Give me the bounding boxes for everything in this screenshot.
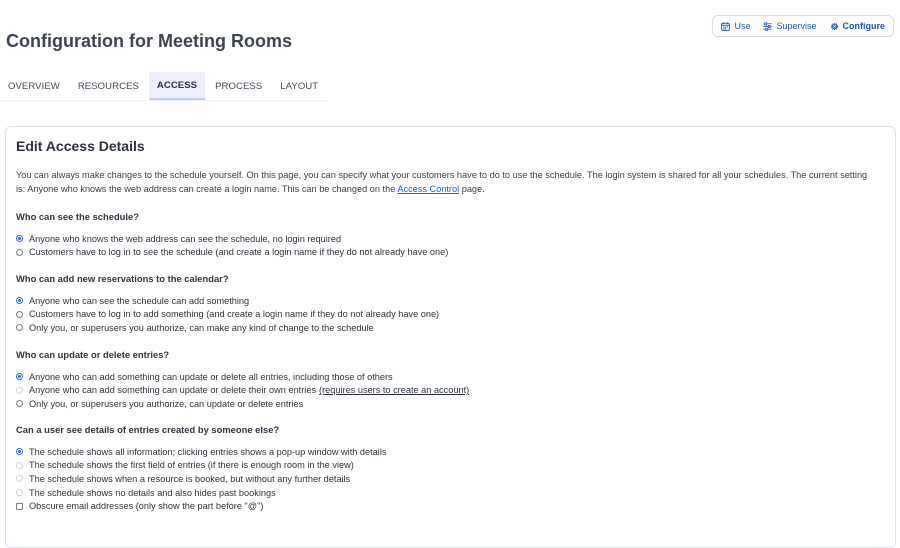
radio-option[interactable] bbox=[16, 370, 886, 384]
radio-label[interactable]: Customers have to log in to see the schedule (and create a login name if they do not already have one) bbox=[29, 247, 449, 258]
radio-button[interactable] bbox=[16, 297, 23, 304]
section-heading: Who can add new reservations to the calendar? bbox=[16, 273, 229, 284]
sliders-icon bbox=[763, 22, 772, 31]
section-heading: Who can update or delete entries? bbox=[16, 349, 170, 360]
radio-option bbox=[16, 472, 886, 486]
section-heading: Can a user see details of entries created by someone else? bbox=[16, 424, 280, 435]
section-add-reservations bbox=[16, 273, 886, 335]
intro-suffix: page. bbox=[459, 183, 485, 194]
tab-layout[interactable]: LAYOUT bbox=[280, 80, 319, 92]
radio-label[interactable]: Customers have to log in to add something (and create a login name if they do not already have one) bbox=[29, 309, 440, 320]
intro-text: You can always make changes to the schedule yourself. On this page, you can specify what your customers have to do to use the schedule. The login system is shared for all your schedules. The current setting is: Anyone who knows the web address can create a login name. This can be changed on the bbox=[16, 170, 868, 194]
access-control-link[interactable]: Access Control bbox=[397, 183, 460, 194]
radio-label: Anyone who can add something can update or delete their own entries bbox=[29, 385, 317, 396]
radio-button bbox=[16, 489, 23, 496]
radio-button[interactable] bbox=[16, 311, 23, 318]
card-title: Edit Access Details bbox=[16, 138, 145, 154]
obscure-email-checkbox[interactable] bbox=[16, 503, 23, 510]
tab-process[interactable]: PROCESS bbox=[215, 80, 263, 92]
config-tabs bbox=[0, 72, 326, 101]
gear-icon bbox=[830, 22, 839, 31]
section-heading: Who can see the schedule? bbox=[16, 211, 139, 222]
radio-button[interactable] bbox=[16, 235, 23, 242]
radio-option bbox=[16, 384, 886, 398]
radio-label[interactable]: Only you, or superusers you authorize, can update or delete entries bbox=[29, 398, 304, 409]
radio-button[interactable] bbox=[16, 324, 23, 331]
radio-option[interactable] bbox=[16, 294, 886, 308]
radio-label[interactable]: Anyone who can add something can update or delete all entries, including those of others bbox=[29, 371, 393, 382]
radio-label[interactable]: Anyone who knows the web address can see the schedule, no login required bbox=[29, 233, 342, 244]
radio-label[interactable]: Anyone who can see the schedule can add something bbox=[29, 295, 250, 306]
supervise-mode-label: Supervise bbox=[776, 21, 817, 31]
intro-paragraph bbox=[16, 169, 878, 196]
radio-button[interactable] bbox=[16, 249, 23, 256]
radio-label: The schedule shows the first field of entries (if there is enough room in the view) bbox=[29, 460, 354, 471]
radio-option[interactable] bbox=[16, 308, 886, 322]
page-title: Configuration for Meeting Rooms bbox=[6, 31, 292, 51]
radio-option bbox=[16, 486, 886, 500]
radio-button[interactable] bbox=[16, 448, 23, 455]
supervise-mode-button[interactable] bbox=[763, 21, 816, 31]
section-see-schedule bbox=[16, 211, 886, 259]
section-update-delete bbox=[16, 349, 886, 411]
radio-option[interactable] bbox=[16, 246, 886, 260]
configure-mode-button[interactable] bbox=[830, 21, 886, 31]
radio-label[interactable]: The schedule shows all information; clicking entries shows a pop-up window with details bbox=[29, 446, 387, 457]
mode-switch bbox=[712, 15, 894, 37]
radio-button[interactable] bbox=[16, 400, 23, 407]
requires-account-note[interactable]: (requires users to create an account) bbox=[319, 385, 470, 396]
radio-button bbox=[16, 462, 23, 469]
checkbox-option[interactable] bbox=[16, 499, 886, 513]
checkbox-label[interactable]: Obscure email addresses (only show the part before "@") bbox=[29, 501, 264, 512]
access-details-card bbox=[5, 126, 896, 548]
radio-label: The schedule shows when a resource is booked, but without any further details bbox=[29, 473, 351, 484]
radio-option[interactable] bbox=[16, 321, 886, 335]
tab-access[interactable]: ACCESS bbox=[149, 72, 205, 100]
tab-resources[interactable]: RESOURCES bbox=[77, 80, 139, 92]
use-mode-label: Use bbox=[734, 21, 751, 31]
radio-option[interactable] bbox=[16, 232, 886, 246]
radio-button bbox=[16, 475, 23, 482]
radio-option bbox=[16, 459, 886, 473]
configure-mode-label: Configure bbox=[842, 21, 885, 31]
tab-overview[interactable]: OVERVIEW bbox=[8, 80, 60, 92]
radio-button[interactable] bbox=[16, 373, 23, 380]
radio-option[interactable] bbox=[16, 397, 886, 411]
use-mode-button[interactable] bbox=[721, 21, 750, 31]
radio-button bbox=[16, 387, 23, 394]
radio-option[interactable] bbox=[16, 445, 886, 459]
radio-label[interactable]: Only you, or superusers you authorize, can make any kind of change to the schedule bbox=[29, 322, 374, 333]
calendar-icon bbox=[721, 22, 730, 31]
radio-label: The schedule shows no details and also hides past bookings bbox=[29, 487, 276, 498]
section-entry-details bbox=[16, 424, 886, 513]
